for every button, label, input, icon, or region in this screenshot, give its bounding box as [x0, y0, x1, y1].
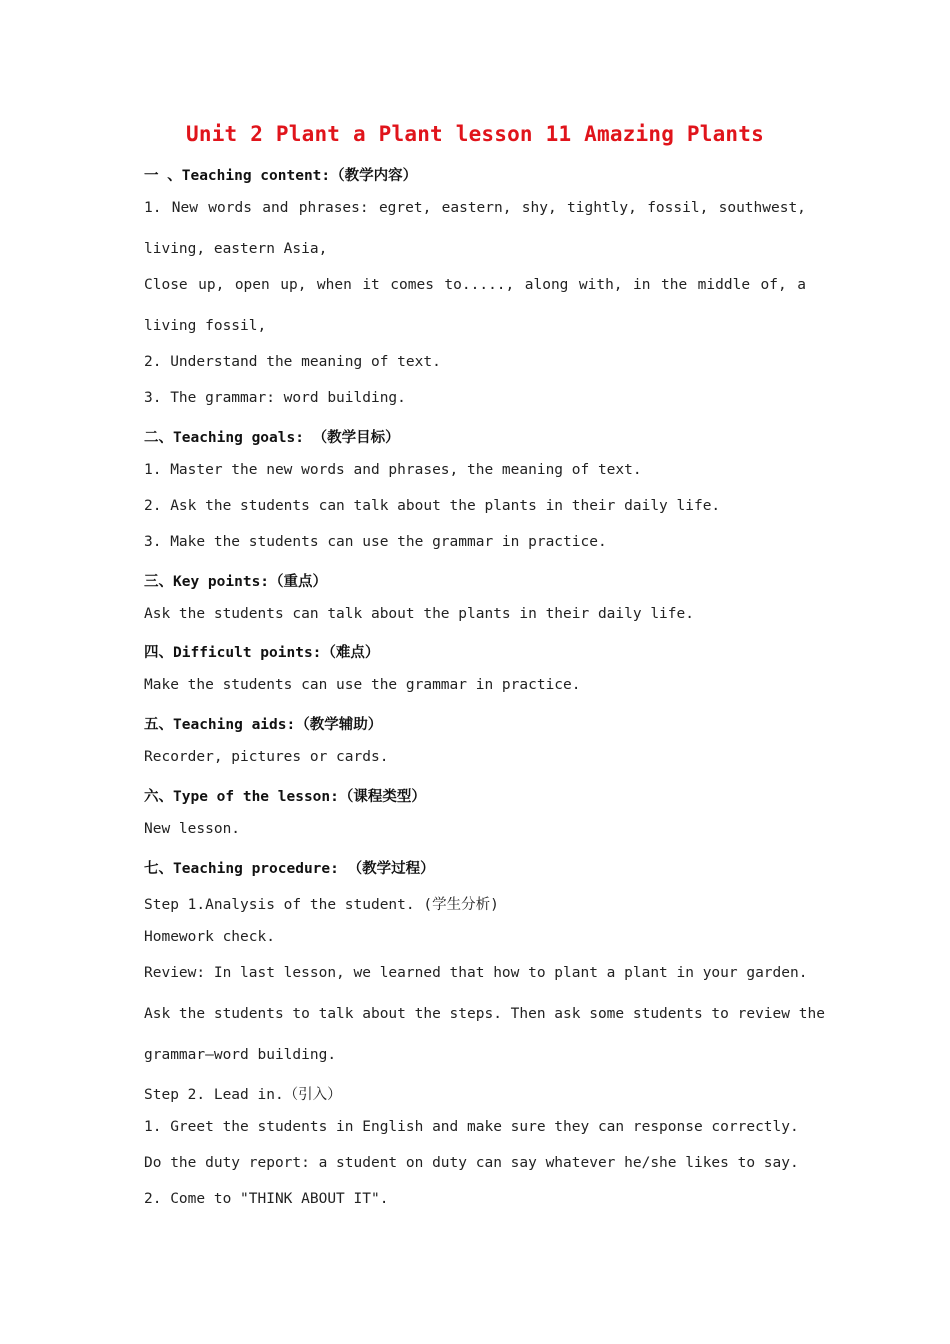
word: Close [144, 277, 188, 293]
word: with, [578, 277, 623, 293]
word: New [171, 200, 198, 216]
procedure-greet: 1. Greet the students in English and make sure they can response correctly. [144, 1119, 799, 1135]
word: the [660, 277, 688, 293]
phrases-line-cont: living fossil, [144, 318, 267, 334]
procedure-step-1: Step 1.Analysis of the student. (学生分析) [144, 897, 499, 913]
section-heading-teaching-content: 一 、Teaching content:（教学内容） [144, 168, 418, 184]
word: fossil, [647, 200, 709, 216]
word: it [362, 277, 380, 293]
teaching-aids-text: Recorder, pictures or cards. [144, 749, 389, 765]
word: to....., [444, 277, 515, 293]
word: up, [198, 277, 225, 293]
section-heading-key-points: 三、Key points:（重点） [144, 574, 328, 590]
new-words-line-cont: living, eastern Asia, [144, 241, 328, 257]
word: egret, [378, 200, 432, 216]
word: 1. [144, 200, 162, 216]
goal-item-2: 2. Ask the students can talk about the plants in their daily life. [144, 498, 721, 514]
document-title: Unit 2 Plant a Plant lesson 11 Amazing Plants [186, 122, 764, 146]
new-words-line [144, 200, 806, 216]
section-heading-lesson-type: 六、Type of the lesson:（课程类型） [144, 789, 426, 805]
content-item-2: 2. Understand the meaning of text. [144, 354, 441, 370]
lesson-type-text: New lesson. [144, 821, 241, 837]
procedure-duty-report: Do the duty report: a student on duty can say whatever he/she likes to say. [144, 1155, 799, 1171]
word: and [262, 200, 289, 216]
procedure-ask: Ask the students to talk about the steps. Then ask some students to review the [144, 1006, 825, 1022]
word: of, [760, 277, 787, 293]
word: open [234, 277, 270, 293]
word: along [524, 277, 569, 293]
procedure-think-about-it: 2. Come to "THINK ABOUT IT". [144, 1191, 389, 1207]
word: middle [697, 277, 751, 293]
goal-item-3: 3. Make the students can use the grammar in practice. [144, 534, 607, 550]
section-heading-teaching-procedure: 七、Teaching procedure: （教学过程） [144, 861, 435, 877]
procedure-ask-cont: grammar—word building. [144, 1047, 337, 1063]
phrases-line [144, 277, 806, 293]
key-points-text: Ask the students can talk about the plants in their daily life. [144, 606, 694, 622]
procedure-step-2: Step 2. Lead in.（引入） [144, 1087, 342, 1103]
word: southwest, [718, 200, 806, 216]
word: a [797, 277, 806, 293]
goal-item-1: 1. Master the new words and phrases, the meaning of text. [144, 462, 642, 478]
section-heading-teaching-aids: 五、Teaching aids:（教学辅助） [144, 717, 383, 733]
content-item-3: 3. The grammar: word building. [144, 390, 406, 406]
section-heading-difficult-points: 四、Difficult points:（难点） [144, 645, 380, 661]
difficult-points-text: Make the students can use the grammar in practice. [144, 677, 581, 693]
section-heading-teaching-goals: 二、Teaching goals: （教学目标） [144, 430, 400, 446]
procedure-homework: Homework check. [144, 929, 275, 945]
word: comes [390, 277, 434, 293]
word: when [316, 277, 352, 293]
word: in [633, 277, 651, 293]
procedure-review: Review: In last lesson, we learned that how to plant a plant in your garden. [144, 965, 808, 981]
word: words [208, 200, 252, 216]
word: eastern, [441, 200, 512, 216]
word: up, [280, 277, 307, 293]
word: tightly, [567, 200, 637, 216]
word: phrases: [298, 200, 369, 216]
word: shy, [521, 200, 557, 216]
